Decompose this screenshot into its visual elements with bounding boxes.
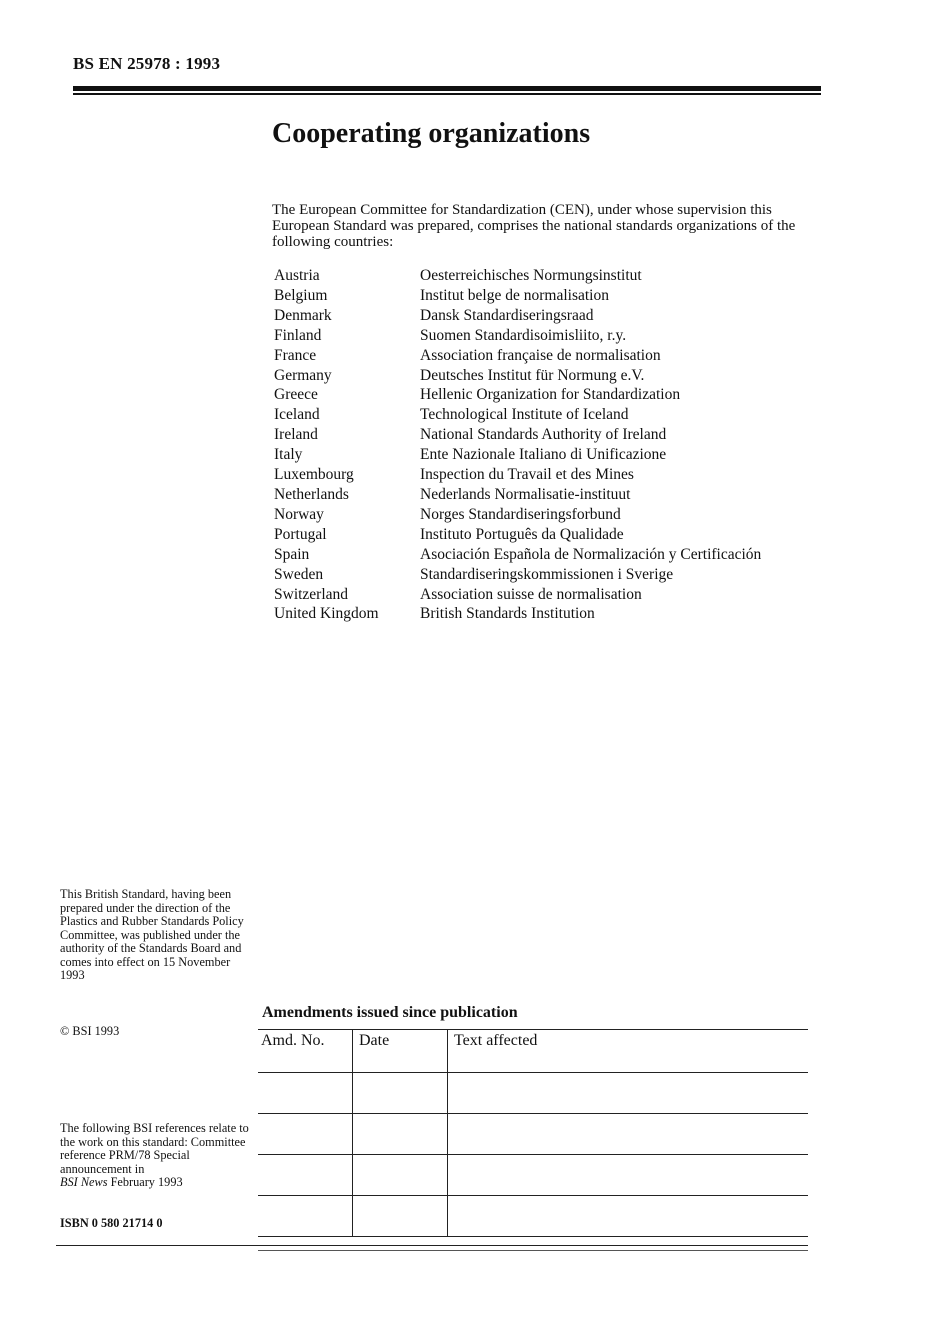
column-date: Date: [353, 1030, 448, 1073]
organization-row: [272, 346, 761, 366]
organization-row: [272, 366, 761, 386]
country-name: Greece: [274, 386, 318, 404]
amendment-row: [258, 1073, 808, 1114]
country-name: Finland: [274, 326, 322, 344]
standards-body-name: Ente Nazionale Italiano di Unificazione: [420, 446, 667, 464]
country-name: Norway: [274, 505, 324, 523]
amendment-row: [258, 1196, 808, 1237]
amendments-body: [258, 1073, 808, 1237]
standards-body-name: Institut belge de normalisation: [420, 286, 609, 304]
country-name: Italy: [274, 446, 303, 464]
organization-row: [272, 465, 761, 485]
amendment-cell: [258, 1155, 353, 1196]
organization-row: [272, 485, 761, 505]
standards-body-name: Association suisse de normalisation: [420, 585, 642, 603]
bsi-references-text: The following BSI references relate to the work on this standard: Committee reference PRM/78 Special announcement in: [60, 1121, 249, 1176]
organization-row: [272, 565, 761, 585]
isbn: ISBN 0 580 21714 0: [60, 1216, 163, 1230]
country-name: France: [274, 346, 317, 364]
bsi-news-date: February 1993: [110, 1175, 183, 1189]
organization-row: [272, 604, 761, 624]
organization-row: [272, 445, 761, 465]
standards-body-name: Standardiseringskommissionen i Sverige: [420, 565, 674, 583]
amendment-cell: [258, 1114, 353, 1155]
organization-row: [272, 306, 761, 326]
country-name: Sweden: [274, 565, 324, 583]
header-rule-thin: [73, 93, 821, 95]
amendments-table: [258, 1029, 808, 1237]
organization-row: [272, 425, 761, 445]
standards-body-name: British Standards Institution: [420, 605, 595, 623]
organization-row: [272, 266, 761, 286]
copyright: © BSI 1993: [60, 1024, 120, 1038]
organization-row: [272, 505, 761, 525]
amendment-cell: [448, 1114, 809, 1155]
organization-row: [272, 525, 761, 545]
country-name: Germany: [274, 366, 332, 384]
country-name: Luxembourg: [274, 466, 354, 484]
standards-body-name: Asociación Española de Normalización y Certificación: [420, 545, 762, 563]
amendments-title: Amendments issued since publication: [262, 1004, 518, 1021]
country-name: Austria: [274, 267, 320, 284]
amendment-cell: [353, 1114, 448, 1155]
bsi-news-publication: BSI News: [60, 1175, 108, 1189]
amendment-cell: [448, 1196, 809, 1237]
amendment-cell: [353, 1155, 448, 1196]
standards-body-name: Association française de normalisation: [420, 346, 661, 364]
organization-row: [272, 545, 761, 565]
header-rule-thick: [73, 86, 821, 91]
country-name: Netherlands: [274, 485, 349, 503]
standards-body-name: Instituto Português da Qualidade: [420, 525, 624, 543]
intro-paragraph: The European Committee for Standardization (CEN), under whose supervision this European Standard was prepared, comprises the national standards organizations of the following countries:: [272, 202, 796, 250]
standards-body-name: Deutsches Institut für Normung e.V.: [420, 366, 645, 384]
amendment-cell: [353, 1073, 448, 1114]
standards-body-name: Inspection du Travail et des Mines: [420, 466, 634, 484]
amendment-cell: [258, 1196, 353, 1237]
footer-rule: [56, 1245, 808, 1246]
footer-rule-secondary: [258, 1250, 808, 1251]
country-name: United Kingdom: [274, 605, 379, 623]
country-name: Belgium: [274, 286, 328, 304]
amendment-cell: [353, 1196, 448, 1237]
country-name: Denmark: [274, 306, 332, 324]
bsi-references: [60, 1122, 250, 1190]
amendment-cell: [258, 1073, 353, 1114]
amendment-row: [258, 1155, 808, 1196]
organization-row: [272, 385, 761, 405]
organizations-list: [272, 266, 761, 624]
standards-body-name: Hellenic Organization for Standardization: [420, 386, 681, 404]
standards-body-name: Norges Standardiseringsforbund: [420, 505, 621, 523]
organization-row: [272, 585, 761, 605]
country-name: Ireland: [274, 426, 318, 444]
page-title: Cooperating organizations: [272, 118, 591, 149]
organization-row: [272, 405, 761, 425]
country-name: Switzerland: [274, 585, 349, 603]
standards-body-name: Dansk Standardiseringsraad: [420, 306, 594, 324]
standards-body-name: Technological Institute of Iceland: [420, 406, 629, 424]
country-name: Spain: [274, 545, 310, 563]
standards-body-name: Oesterreichisches Normungsinstitut: [420, 267, 642, 284]
amendment-cell: [448, 1155, 809, 1196]
standards-body-name: Suomen Standardisoimisliito, r.y.: [420, 326, 627, 344]
country-name: Portugal: [274, 525, 327, 543]
standards-body-name: Nederlands Normalisatie-instituut: [420, 485, 631, 503]
amendment-row: [258, 1114, 808, 1155]
organization-row: [272, 286, 761, 306]
publication-note: This British Standard, having been prepared under the direction of the Plastics and Rubber Standards Policy Committee, was published under the authority of the Standards Board and comes into effect on 15 November 1993: [60, 887, 244, 982]
amendments-header-row: [258, 1030, 808, 1073]
column-amd-no: Amd. No.: [258, 1030, 353, 1073]
column-text-affected: Text affected: [448, 1030, 809, 1073]
organizations-table: [272, 266, 761, 624]
country-name: Iceland: [274, 406, 320, 424]
standards-body-name: National Standards Authority of Ireland: [420, 426, 667, 444]
amendment-cell: [448, 1073, 809, 1114]
standard-code: BS EN 25978 : 1993: [73, 54, 221, 73]
organization-row: [272, 326, 761, 346]
